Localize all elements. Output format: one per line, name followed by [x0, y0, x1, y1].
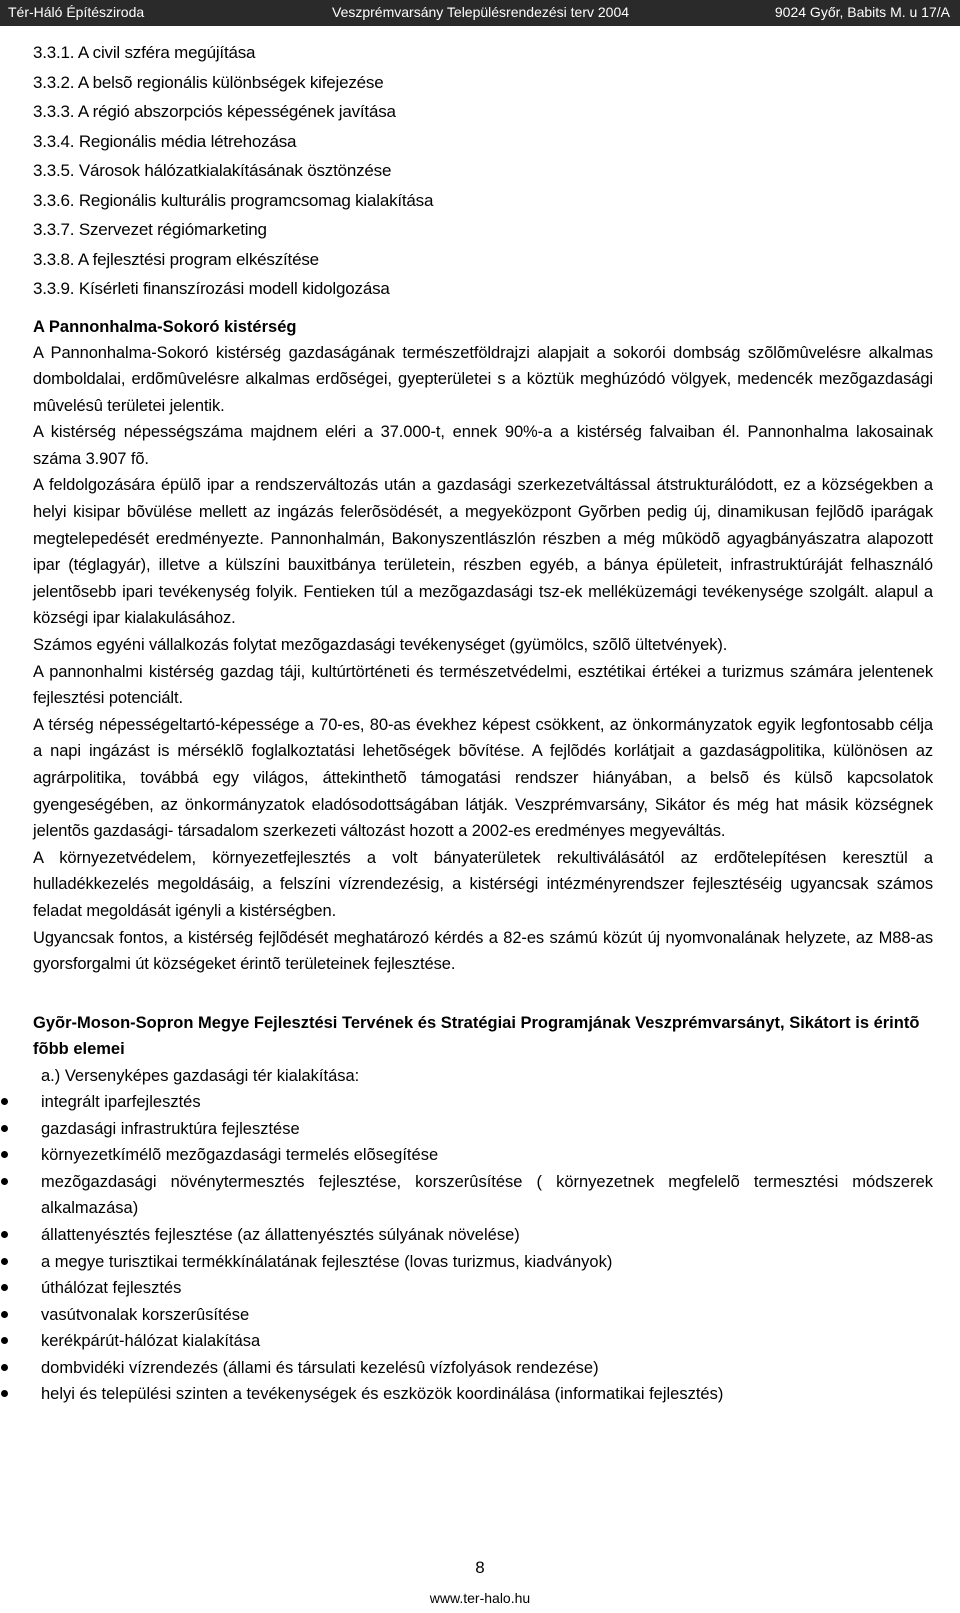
paragraph: A kistérség népességszáma majdnem eléri a 37.000-t, ennek 90%-a a kistérség falvaiban él. Pannonhalma lakosainak száma 3.907 fõ. [33, 423, 933, 468]
bullet-icon [1, 1284, 8, 1291]
toc-item: 3.3.9. Kísérleti finanszírozási modell kidolgozása [33, 279, 390, 298]
section-body [33, 340, 933, 978]
document-body [33, 38, 933, 1408]
header-right-text: 9024 Győr, Babits M. u 17/A [774, 4, 950, 20]
header-left-text: Tér-Háló Építésziroda [8, 4, 145, 20]
list-item-text: vasútvonalak korszerûsítése [41, 1305, 250, 1324]
paragraph: Ugyancsak fontos, a kistérség fejlõdését meghatározó kérdés a 82-es számú közút új nyomvonalának helyzete, az M88-as gyorsforgalmi út községeket érintõ területeinek fejlesztése. [33, 928, 933, 974]
list-item-text: a megye turisztikai termékkínálatának fejlesztése (lovas turizmus, kiadványok) [41, 1252, 613, 1271]
list-item-text: úthálózat fejlesztés [41, 1279, 182, 1298]
paragraph: A térség népességeltartó-képessége a 70-es, 80-as évekhez képest csökkent, az önkormányzatok egyik legfontosabb célja a napi ingázást is mérséklõ foglalkoztatási lehetõségek bõvítése. A fejlõdés korlátjait a gazdaságpolitika, különösen az agrárpolitika, továbbá egy világos, áttekinthetõ támogatási rendszer hiányában, a belsõ és külsõ kapcsolatok gyengeségében, az önkormányzatok eladósodottságában látják. Veszprémvarsány, Sikátor és még hat másik községnek jelentõs gazdasági- társadalom szerkezeti változást hozott a 2002-es eredményes megyeváltás. [33, 715, 933, 841]
header-center-text: Veszprémvarsány Településrendezési terv 2004 [332, 4, 630, 20]
list-item [33, 1328, 933, 1355]
list-item [33, 1275, 933, 1302]
toc-item: 3.3.8. A fejlesztési program elkészítése [33, 249, 319, 269]
list-item-text: integrált iparfejlesztés [41, 1092, 201, 1111]
list-item-text: állattenyésztés fejlesztése (az állattenyésztés súlyának növelése) [41, 1225, 520, 1244]
toc-item: 3.3.4. Regionális média létrehozása [33, 131, 297, 151]
page-header [0, 0, 960, 26]
section-heading: A Pannonhalma-Sokoró kistérség [33, 317, 297, 336]
list-item [33, 1222, 933, 1249]
paragraph: A környezetvédelem, környezetfejlesztés a volt bányaterületek rekultiválásától az erdõtelepítésen keresztül a hulladékkezelés megoldásáig, a felszíni vízrendezésig, a kistérségi intézményrendszer fejlesztéséig ugyancsak számos feladat megoldását igényli a kistérségben. [33, 848, 933, 920]
bullet-icon [1, 1311, 8, 1318]
list-item-text: mezõgazdasági növénytermesztés fejlesztése, korszerûsítése ( környezetnek megfelelõ termesztési módszerek alkalmazása) [41, 1172, 933, 1218]
toc-item: 3.3.3. A régió abszorpciós képességének javítása [33, 102, 396, 121]
bullet-icon [1, 1231, 8, 1238]
list-item [33, 1249, 933, 1276]
bullet-icon [1, 1364, 8, 1371]
paragraph: Számos egyéni vállalkozás folytat mezõgazdasági tevékenységet (gyümölcs, szõlõ ültetvények). [33, 636, 728, 655]
section-heading: Gyõr-Moson-Sopron Megye Fejlesztési Tervének és Stratégiai Programjának Veszprémvarsányt, Sikátort is érintõ fõbb elemei [33, 1013, 920, 1059]
list-item [33, 1116, 933, 1143]
toc-item: 3.3.2. A belsõ regionális különbségek kifejezése [33, 72, 384, 92]
toc-item: 3.3.6. Regionális kulturális programcsomag kialakítása [33, 190, 434, 210]
list-item-text: környezetkímélõ mezõgazdasági termelés elõsegítése [41, 1146, 439, 1165]
subsection-heading: a.) Versenyképes gazdasági tér kialakítása: [41, 1066, 360, 1085]
bullet-icon [1, 1258, 8, 1265]
footer-url: www.ter-halo.hu [429, 1590, 531, 1606]
bullet-icon [1, 1125, 8, 1132]
list-item-text: kerékpárút-hálózat kialakítása [41, 1332, 261, 1351]
list-item [33, 1089, 933, 1116]
toc-item: 3.3.1. A civil szféra megújítása [33, 43, 256, 62]
bullet-icon [1, 1337, 8, 1344]
list-item [33, 1169, 933, 1222]
list-item-text: gazdasági infrastruktúra fejlesztése [41, 1119, 300, 1138]
list-item [33, 1302, 933, 1329]
bullet-icon [1, 1098, 8, 1105]
paragraph: A feldolgozására épülõ ipar a rendszerváltozás után a gazdasági szerkezetváltással átstrukturálódott, ez a községekben a helyi kisipar bõvülése mellett az ingázás felerõsödését, a megyeközpont Gyõrben pedig új, dinamikusan fejlõdõ iparágak megtelepedését eredményezte. Pannonhalmán, Bakonyszentlászlón részben a még mûködõ agyagbányászatra alapozott ipar (téglagyár), illetve a külszíni bauxitbánya területein, részben egyéb, a bánya épületeit, infrastruktúráját felhasználó jelentõsebb ipari tevékenység folyik. Fentieken túl a mezõgazdasági tsz-ek melléküzemági tevékenysége szolgált. alapul a községi ipar kialakulásához. [33, 476, 933, 628]
list-item-text: dombvidéki vízrendezés (állami és társulati kezelésû vízfolyások rendezése) [41, 1358, 599, 1377]
bullet-icon [1, 1151, 8, 1158]
toc-item: 3.3.5. Városok hálózatkialakításának ösztönzése [33, 161, 392, 180]
bullet-icon [1, 1178, 8, 1185]
list-item [33, 1142, 933, 1169]
toc-item: 3.3.7. Szervezet régiómarketing [33, 220, 267, 239]
list-item [33, 1355, 933, 1382]
paragraph: A Pannonhalma-Sokoró kistérség gazdaságának természetföldrajzi alapjait a sokorói dombság szõlõmûvelésre alkalmas domboldalai, erdõmûvelésre alkalmas erdõségei, gyepterületei s a köztük meghúzódó völgyek, medencék mezõgazdasági mûvelésû területei jelentik. [33, 343, 933, 415]
list-item-text: helyi és települési szinten a tevékenységek és eszközök koordinálása (informatikai fejlesztés) [41, 1385, 724, 1404]
toc-list [33, 38, 933, 304]
bullet-icon [1, 1390, 8, 1397]
bullet-list [33, 1089, 933, 1408]
list-item [33, 1381, 933, 1408]
paragraph: A pannonhalmi kistérség gazdag táji, kultúrtörténeti és természetvédelmi, esztétikai értékei a turizmus számára jelentenek fejlesztési potenciált. [33, 662, 933, 708]
page-number: 8 [475, 1558, 485, 1577]
